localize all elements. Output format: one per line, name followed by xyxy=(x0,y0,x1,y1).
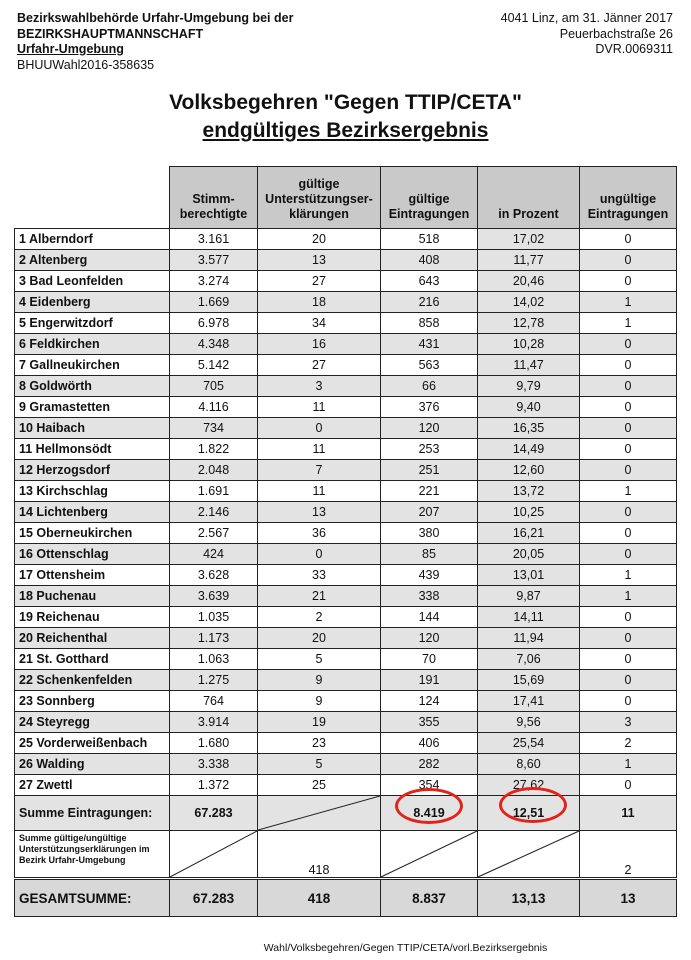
eintragungen-cell: 282 xyxy=(381,754,478,775)
supporting-eint-struck xyxy=(381,831,478,879)
ungueltig-cell: 0 xyxy=(580,229,677,250)
stimmberechtigte-cell: 1.691 xyxy=(170,481,258,502)
stimmberechtigte-cell: 1.035 xyxy=(170,607,258,628)
ungueltig-cell: 0 xyxy=(580,355,677,376)
supporting-declarations-row xyxy=(15,831,677,879)
summary-ue-struck xyxy=(258,796,381,831)
municipality-name: 17 Ottensheim xyxy=(15,565,170,586)
ungueltig-cell: 0 xyxy=(580,607,677,628)
table-row xyxy=(15,355,677,376)
municipality-name: 16 Ottenschlag xyxy=(15,544,170,565)
prozent-cell: 14,02 xyxy=(478,292,580,313)
total-label: GESAMTSUMME: xyxy=(15,879,170,917)
ungueltig-cell: 2 xyxy=(580,733,677,754)
municipality-name: 13 Kirchschlag xyxy=(15,481,170,502)
municipality-name: 4 Eidenberg xyxy=(15,292,170,313)
letterhead-right xyxy=(501,11,673,58)
eintragungen-cell: 66 xyxy=(381,376,478,397)
eintragungen-cell: 191 xyxy=(381,670,478,691)
stimmberechtigte-cell: 3.338 xyxy=(170,754,258,775)
eintragungen-cell: 563 xyxy=(381,355,478,376)
unterstuetzung-cell: 0 xyxy=(258,418,381,439)
eintragungen-cell: 518 xyxy=(381,229,478,250)
municipality-name: 21 St. Gotthard xyxy=(15,649,170,670)
prozent-cell: 13,72 xyxy=(478,481,580,502)
eintragungen-cell: 338 xyxy=(381,586,478,607)
total-ungueltig: 13 xyxy=(580,879,677,917)
table-row xyxy=(15,544,677,565)
unterstuetzung-cell: 11 xyxy=(258,397,381,418)
table-row xyxy=(15,649,677,670)
ungueltig-cell: 1 xyxy=(580,586,677,607)
prozent-cell: 9,87 xyxy=(478,586,580,607)
eintragungen-cell: 376 xyxy=(381,397,478,418)
ungueltig-cell: 0 xyxy=(580,250,677,271)
ungueltig-cell: 0 xyxy=(580,418,677,439)
municipality-name: 11 Hellmonsödt xyxy=(15,439,170,460)
municipality-name: 14 Lichtenberg xyxy=(15,502,170,523)
summary-ungueltig: 11 xyxy=(580,796,677,831)
ungueltig-cell: 0 xyxy=(580,460,677,481)
table-row xyxy=(15,313,677,334)
municipality-name: 24 Steyregg xyxy=(15,712,170,733)
eintragungen-cell: 643 xyxy=(381,271,478,292)
unterstuetzung-cell: 9 xyxy=(258,691,381,712)
municipality-name: 20 Reichenthal xyxy=(15,628,170,649)
eintragungen-cell: 380 xyxy=(381,523,478,544)
ungueltig-cell: 0 xyxy=(580,502,677,523)
prozent-cell: 14,11 xyxy=(478,607,580,628)
municipality-name: 1 Alberndorf xyxy=(15,229,170,250)
stimmberechtigte-cell: 3.161 xyxy=(170,229,258,250)
grand-total-row xyxy=(15,879,677,917)
highlight-circle-prozent xyxy=(499,787,567,823)
prozent-cell: 15,69 xyxy=(478,670,580,691)
unterstuetzung-cell: 9 xyxy=(258,670,381,691)
prozent-cell: 20,46 xyxy=(478,271,580,292)
stimmberechtigte-cell: 1.822 xyxy=(170,439,258,460)
municipality-name: 9 Gramastetten xyxy=(15,397,170,418)
municipality-rows xyxy=(15,229,677,796)
ungueltig-cell: 0 xyxy=(580,439,677,460)
table-header-row xyxy=(15,167,677,229)
stimmberechtigte-cell: 1.372 xyxy=(170,775,258,796)
municipality-name: 19 Reichenau xyxy=(15,607,170,628)
unterstuetzung-cell: 0 xyxy=(258,544,381,565)
ungueltig-cell: 0 xyxy=(580,649,677,670)
table-row xyxy=(15,250,677,271)
unterstuetzung-cell: 19 xyxy=(258,712,381,733)
table-row xyxy=(15,439,677,460)
eintragungen-cell: 253 xyxy=(381,439,478,460)
summary-stimm: 67.283 xyxy=(170,796,258,831)
municipality-name: 3 Bad Leonfelden xyxy=(15,271,170,292)
prozent-cell: 13,01 xyxy=(478,565,580,586)
unterstuetzung-cell: 13 xyxy=(258,502,381,523)
ungueltig-cell: 1 xyxy=(580,313,677,334)
eintragungen-cell: 85 xyxy=(381,544,478,565)
stimmberechtigte-cell: 3.639 xyxy=(170,586,258,607)
table-row xyxy=(15,586,677,607)
supporting-ue: 418 xyxy=(258,831,381,879)
table-row xyxy=(15,397,677,418)
ungueltig-cell: 0 xyxy=(580,544,677,565)
municipality-name: 22 Schenkenfelden xyxy=(15,670,170,691)
municipality-name: 7 Gallneukirchen xyxy=(15,355,170,376)
table-row xyxy=(15,712,677,733)
ungueltig-cell: 0 xyxy=(580,397,677,418)
summary-label: Summe Eintragungen: xyxy=(15,796,170,831)
highlight-circle-eintragungen xyxy=(395,788,463,824)
table-row xyxy=(15,754,677,775)
prozent-cell: 11,47 xyxy=(478,355,580,376)
unterstuetzung-cell: 7 xyxy=(258,460,381,481)
total-eintragungen: 8.837 xyxy=(381,879,478,917)
diagonal-strike xyxy=(381,831,477,877)
table-row xyxy=(15,229,677,250)
municipality-name: 25 Vorderweißenbach xyxy=(15,733,170,754)
prozent-cell: 11,77 xyxy=(478,250,580,271)
stimmberechtigte-cell: 6.978 xyxy=(170,313,258,334)
unterstuetzung-cell: 20 xyxy=(258,229,381,250)
municipality-name: 15 Oberneukirchen xyxy=(15,523,170,544)
eintragungen-cell: 120 xyxy=(381,418,478,439)
supporting-ungueltig: 2 xyxy=(580,831,677,879)
municipality-name: 10 Haibach xyxy=(15,418,170,439)
diagonal-strike xyxy=(478,831,579,877)
document-title: Volksbegehren "Gegen TTIP/CETA" xyxy=(169,91,522,114)
prozent-cell: 25,54 xyxy=(478,733,580,754)
table-row xyxy=(15,565,677,586)
prozent-cell: 9,40 xyxy=(478,397,580,418)
ungueltig-cell: 3 xyxy=(580,712,677,733)
ungueltig-cell: 1 xyxy=(580,754,677,775)
prozent-cell: 8,60 xyxy=(478,754,580,775)
eintragungen-cell: 354 xyxy=(381,775,478,796)
prozent-cell: 17,41 xyxy=(478,691,580,712)
unterstuetzung-cell: 3 xyxy=(258,376,381,397)
unterstuetzung-cell: 20 xyxy=(258,628,381,649)
prozent-cell: 20,05 xyxy=(478,544,580,565)
eintragungen-cell: 408 xyxy=(381,250,478,271)
summary-eintragungen: 8.419 xyxy=(381,796,478,831)
eintragungen-cell: 355 xyxy=(381,712,478,733)
municipality-name: 26 Walding xyxy=(15,754,170,775)
eintragungen-cell: 858 xyxy=(381,313,478,334)
municipality-name: 8 Goldwörth xyxy=(15,376,170,397)
prozent-cell: 11,94 xyxy=(478,628,580,649)
table-row xyxy=(15,481,677,502)
municipality-name: 12 Herzogsdorf xyxy=(15,460,170,481)
unterstuetzung-cell: 34 xyxy=(258,313,381,334)
municipality-name: 18 Puchenau xyxy=(15,586,170,607)
prozent-cell: 7,06 xyxy=(478,649,580,670)
stimmberechtigte-cell: 4.348 xyxy=(170,334,258,355)
unterstuetzung-cell: 23 xyxy=(258,733,381,754)
table-row xyxy=(15,418,677,439)
district-line: Urfahr-Umgebung xyxy=(17,42,124,56)
unterstuetzung-cell: 27 xyxy=(258,355,381,376)
unterstuetzung-cell: 2 xyxy=(258,607,381,628)
document-subtitle: endgültiges Bezirksergebnis xyxy=(202,119,489,142)
reference-number: BHUUWahl2016-358635 xyxy=(17,57,155,72)
table-row xyxy=(15,376,677,397)
prozent-cell: 10,28 xyxy=(478,334,580,355)
ungueltig-cell: 1 xyxy=(580,481,677,502)
stimmberechtigte-cell: 1.275 xyxy=(170,670,258,691)
prozent-cell: 27,62 xyxy=(478,775,580,796)
table-row xyxy=(15,460,677,481)
unterstuetzung-cell: 36 xyxy=(258,523,381,544)
unterstuetzung-cell: 5 xyxy=(258,649,381,670)
stimmberechtigte-cell: 3.577 xyxy=(170,250,258,271)
diagonal-strike xyxy=(170,831,257,877)
municipality-name: 23 Sonnberg xyxy=(15,691,170,712)
unterstuetzung-cell: 21 xyxy=(258,586,381,607)
stimmberechtigte-cell: 1.063 xyxy=(170,649,258,670)
stimmberechtigte-cell: 1.173 xyxy=(170,628,258,649)
eintragungen-cell: 144 xyxy=(381,607,478,628)
summary-row xyxy=(15,796,677,831)
dvr-number: DVR.0069311 xyxy=(595,42,673,56)
ungueltig-cell: 0 xyxy=(580,271,677,292)
eintragungen-cell: 120 xyxy=(381,628,478,649)
unterstuetzung-cell: 11 xyxy=(258,439,381,460)
prozent-cell: 12,60 xyxy=(478,460,580,481)
table-row xyxy=(15,691,677,712)
table-row xyxy=(15,733,677,754)
ungueltig-cell: 0 xyxy=(580,775,677,796)
stimmberechtigte-cell: 3.914 xyxy=(170,712,258,733)
stimmberechtigte-cell: 734 xyxy=(170,418,258,439)
prozent-cell: 12,78 xyxy=(478,313,580,334)
table-row xyxy=(15,607,677,628)
stimmberechtigte-cell: 5.142 xyxy=(170,355,258,376)
total-prozent: 13,13 xyxy=(478,879,580,917)
header-corner xyxy=(15,167,170,229)
prozent-cell: 16,35 xyxy=(478,418,580,439)
ungueltig-cell: 0 xyxy=(580,334,677,355)
office-line: BEZIRKSHAUPTMANNSCHAFT xyxy=(17,26,204,41)
unterstuetzung-cell: 13 xyxy=(258,250,381,271)
stimmberechtigte-cell: 4.116 xyxy=(170,397,258,418)
eintragungen-cell: 207 xyxy=(381,502,478,523)
ungueltig-cell: 0 xyxy=(580,691,677,712)
table-row xyxy=(15,292,677,313)
stimmberechtigte-cell: 2.567 xyxy=(170,523,258,544)
supporting-label: Summe gültige/ungültige Unterstützungserklärungen im Bezirk Urfahr-Umgebung xyxy=(15,831,170,879)
eintragungen-cell: 439 xyxy=(381,565,478,586)
total-stimm: 67.283 xyxy=(170,879,258,917)
col-header-eintragungen: gültige Eintragungen xyxy=(381,167,478,229)
table-row xyxy=(15,523,677,544)
ungueltig-cell: 0 xyxy=(580,376,677,397)
diagonal-strike xyxy=(258,796,380,830)
ungueltig-cell: 0 xyxy=(580,628,677,649)
stimmberechtigte-cell: 2.048 xyxy=(170,460,258,481)
prozent-cell: 14,49 xyxy=(478,439,580,460)
unterstuetzung-cell: 25 xyxy=(258,775,381,796)
street-address: Peuerbachstraße 26 xyxy=(559,26,673,41)
prozent-cell: 9,79 xyxy=(478,376,580,397)
table-row xyxy=(15,271,677,292)
stimmberechtigte-cell: 705 xyxy=(170,376,258,397)
table-row xyxy=(15,334,677,355)
col-header-prozent: in Prozent xyxy=(478,167,580,229)
stimmberechtigte-cell: 1.680 xyxy=(170,733,258,754)
table-row xyxy=(15,670,677,691)
supporting-stimm-struck xyxy=(170,831,258,879)
footer-path: Wahl/Volksbegehren/Gegen TTIP/CETA/vorl.Bezirksergebnis xyxy=(263,942,548,954)
unterstuetzung-cell: 5 xyxy=(258,754,381,775)
prozent-cell: 16,21 xyxy=(478,523,580,544)
results-table xyxy=(14,166,677,917)
unterstuetzung-cell: 33 xyxy=(258,565,381,586)
stimmberechtigte-cell: 3.628 xyxy=(170,565,258,586)
place-date: 4041 Linz, am 31. Jänner 2017 xyxy=(500,11,673,25)
table-row xyxy=(15,628,677,649)
unterstuetzung-cell: 11 xyxy=(258,481,381,502)
eintragungen-cell: 70 xyxy=(381,649,478,670)
col-header-ungueltig: ungültige Eintragungen xyxy=(580,167,677,229)
stimmberechtigte-cell: 2.146 xyxy=(170,502,258,523)
col-header-unterstuetzung: gültige Unterstützungser-klärungen xyxy=(258,167,381,229)
stimmberechtigte-cell: 1.669 xyxy=(170,292,258,313)
prozent-cell: 9,56 xyxy=(478,712,580,733)
eintragungen-cell: 216 xyxy=(381,292,478,313)
eintragungen-cell: 431 xyxy=(381,334,478,355)
table-row xyxy=(15,502,677,523)
total-ue: 418 xyxy=(258,879,381,917)
ungueltig-cell: 0 xyxy=(580,670,677,691)
letterhead-left xyxy=(17,11,293,73)
unterstuetzung-cell: 16 xyxy=(258,334,381,355)
authority-line: Bezirkswahlbehörde Urfahr-Umgebung bei der xyxy=(17,11,294,25)
stimmberechtigte-cell: 764 xyxy=(170,691,258,712)
stimmberechtigte-cell: 3.274 xyxy=(170,271,258,292)
supporting-pct-struck xyxy=(478,831,580,879)
municipality-name: 5 Engerwitzdorf xyxy=(15,313,170,334)
eintragungen-cell: 251 xyxy=(381,460,478,481)
unterstuetzung-cell: 18 xyxy=(258,292,381,313)
municipality-name: 6 Feldkirchen xyxy=(15,334,170,355)
prozent-cell: 17,02 xyxy=(478,229,580,250)
municipality-name: 27 Zwettl xyxy=(15,775,170,796)
unterstuetzung-cell: 27 xyxy=(258,271,381,292)
municipality-name: 2 Altenberg xyxy=(15,250,170,271)
ungueltig-cell: 1 xyxy=(580,565,677,586)
ungueltig-cell: 1 xyxy=(580,292,677,313)
eintragungen-cell: 124 xyxy=(381,691,478,712)
eintragungen-cell: 221 xyxy=(381,481,478,502)
eintragungen-cell: 406 xyxy=(381,733,478,754)
summary-prozent: 12,51 xyxy=(478,796,580,831)
stimmberechtigte-cell: 424 xyxy=(170,544,258,565)
table-row xyxy=(15,775,677,796)
ungueltig-cell: 0 xyxy=(580,523,677,544)
col-header-stimmberechtigte: Stimm-berechtigte xyxy=(170,167,258,229)
prozent-cell: 10,25 xyxy=(478,502,580,523)
